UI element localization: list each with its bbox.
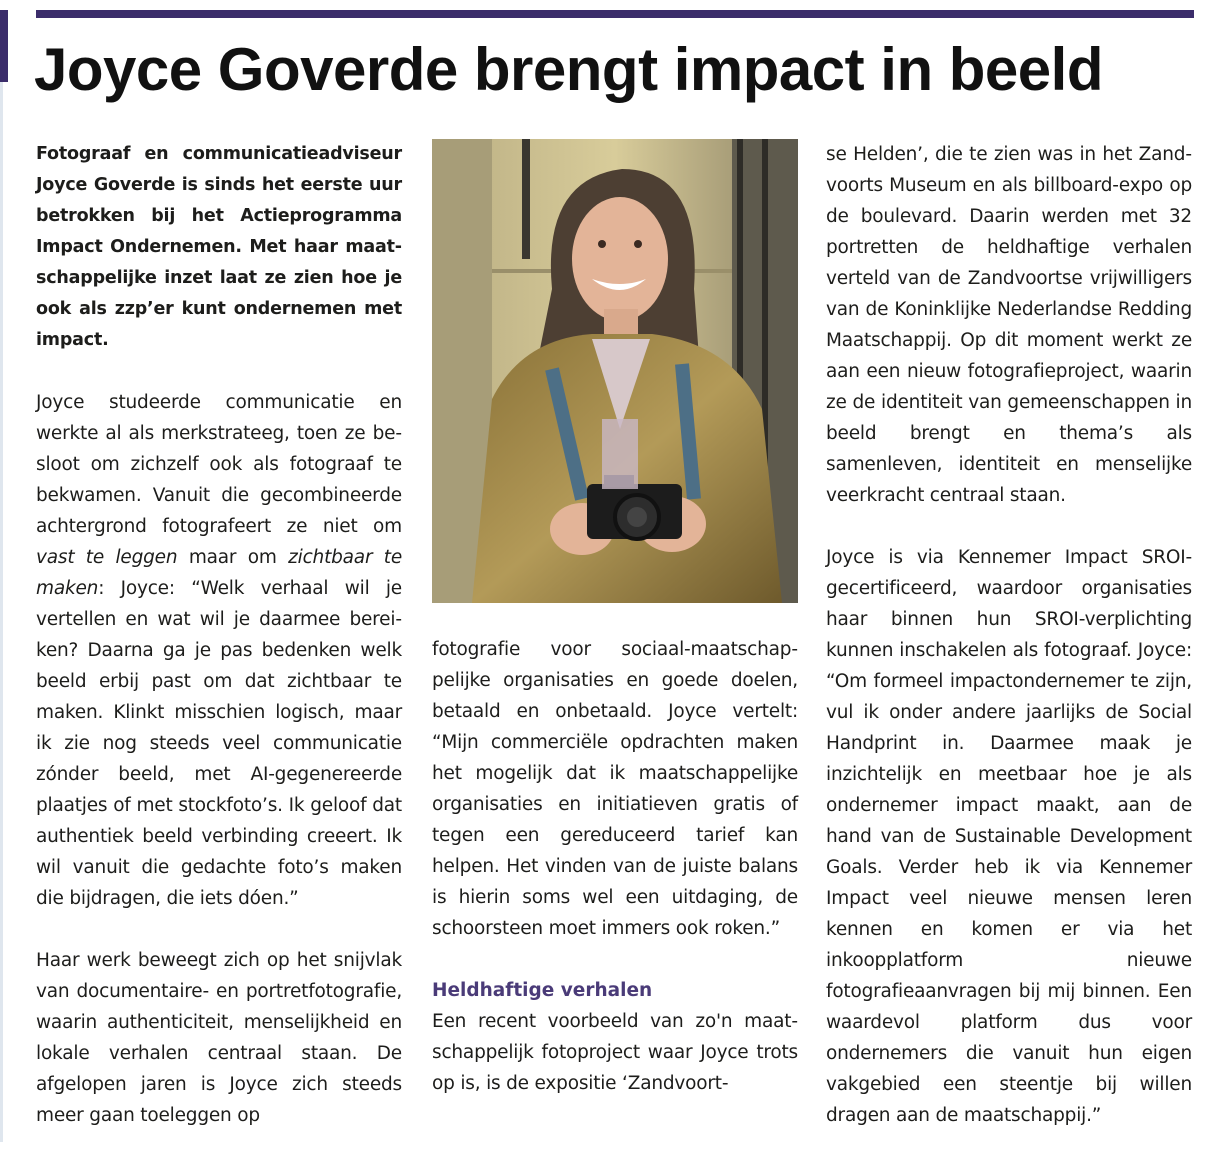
body-paragraph-6: Joyce is via Kennemer Impact SROI-gecertificeerd, waardoor organisaties haar binnen hun SROI-verplichting kunnen inschakelen als fotograaf. Joyce: “Om formeel impactondernemer te zijn, vul ik onder andere jaarlijks de Social Handprint in. Daarmee maak je inzichtelijk en meetbaar hoe je als ondernemer impact maakt, aan de hand van de Sustainable Development Goals. Verder heb ik via Kennemer Impact veel nieuwe mensen leren kennen en komen er via het inkoopplatform nieuwe fotografieaanvragen bij mij binnen. Een waardevol platform dus voor ondernemers die vanuit hun eigen vakgebied een steentje bij willen dragen aan de maatschappij.” bbox=[826, 547, 1192, 1126]
margin-rule bbox=[0, 82, 3, 1142]
portrait-photo bbox=[432, 139, 798, 603]
section-marker-bar bbox=[0, 10, 8, 82]
body-paragraph-3: fotografie voor sociaal-maatschappelijke organisaties en goede doelen, betaald en onbetaald. Joyce vertelt: “Mijn commerciële opdrachten maken het mogelijk dat ik maatschappelijke organisaties en initiatieven gratis of tegen een gereduceerd tarief kan helpen. Het vinden van de juiste balans is hierin soms wel een uitdaging, de schoorsteen moet immers ook roken.” bbox=[432, 639, 798, 939]
portrait-illustration bbox=[432, 139, 798, 603]
column-3 bbox=[826, 139, 1192, 1131]
headline: Joyce Goverde brengt impact in beeld bbox=[34, 36, 1103, 103]
top-rule bbox=[36, 10, 1194, 18]
lead-paragraph: Fotograaf en communicatieadviseur Joyce Goverde is sinds het eerste uur betrokken bij het Actieprogramma Impact Ondernemen. Met haar maatschappelijke inzet laat ze zien hoe je ook als zzp’er kunt ondernemen met impact. bbox=[36, 144, 402, 350]
column-1 bbox=[36, 139, 402, 1131]
emphasis-zichtbaar-te-maken: zichtbaar te maken bbox=[36, 547, 403, 599]
body-paragraph-1: Joyce studeerde communicatie en werkte al als merkstrateeg, toen ze besloot om zichzelf ook als fotograaf te bekwamen. Vanuit die gecombineerde achtergrond fotografeert ze niet om vast te leggen maar om zichtbaar te maken: Joyce: “Welk verhaal wil je vertellen en wat wil je daarmee bereiken? Daarna ga je pas bedenken welk beeld erbij past om dat zichtbaar te maken. Klinkt misschien logisch, maar ik zie nog steeds veel communicatie zónder beeld, met AI-gegenereerde plaatjes of met stockfoto’s. Ik geloof dat authentiek beeld verbinding creeert. Ik wil vanuit die gedachte foto’s maken die bijdragen, die iets dóen.” bbox=[36, 392, 403, 909]
body-paragraph-4: Een recent voorbeeld van zo'n maatschappelijk fotoproject waar Joyce trots op is, is de expositie ‘Zandvoort- bbox=[432, 1011, 798, 1094]
body-paragraph-5: se Helden’, die te zien was in het Zandvoorts Museum en als billboard-expo op de boulevard. Daarin werden met 32 portretten de heldhaftige verhalen verteld van de Zandvoortse vrijwilligers van de Koninklijke Nederlandse Redding Maatschappij. Op dit moment werkt ze aan een nieuw fotografieproject, waarin ze de identiteit van gemeenschappen in beeld brengt en thema’s als samenleven, identiteit en menselijke veerkracht centraal staan. bbox=[826, 144, 1192, 506]
subheading: Heldhaftige verhalen bbox=[432, 980, 653, 1001]
emphasis-vast-te-leggen: vast te leggen bbox=[36, 547, 178, 568]
body-paragraph-2: Haar werk beweegt zich op het snijvlak van documentaire- en portretfotografie, waarin authenticiteit, menselijkheid en lokale verhalen centraal staan. De afgelopen jaren is Joyce zich steeds meer gaan toeleggen op bbox=[36, 950, 402, 1126]
column-2 bbox=[432, 634, 798, 1099]
